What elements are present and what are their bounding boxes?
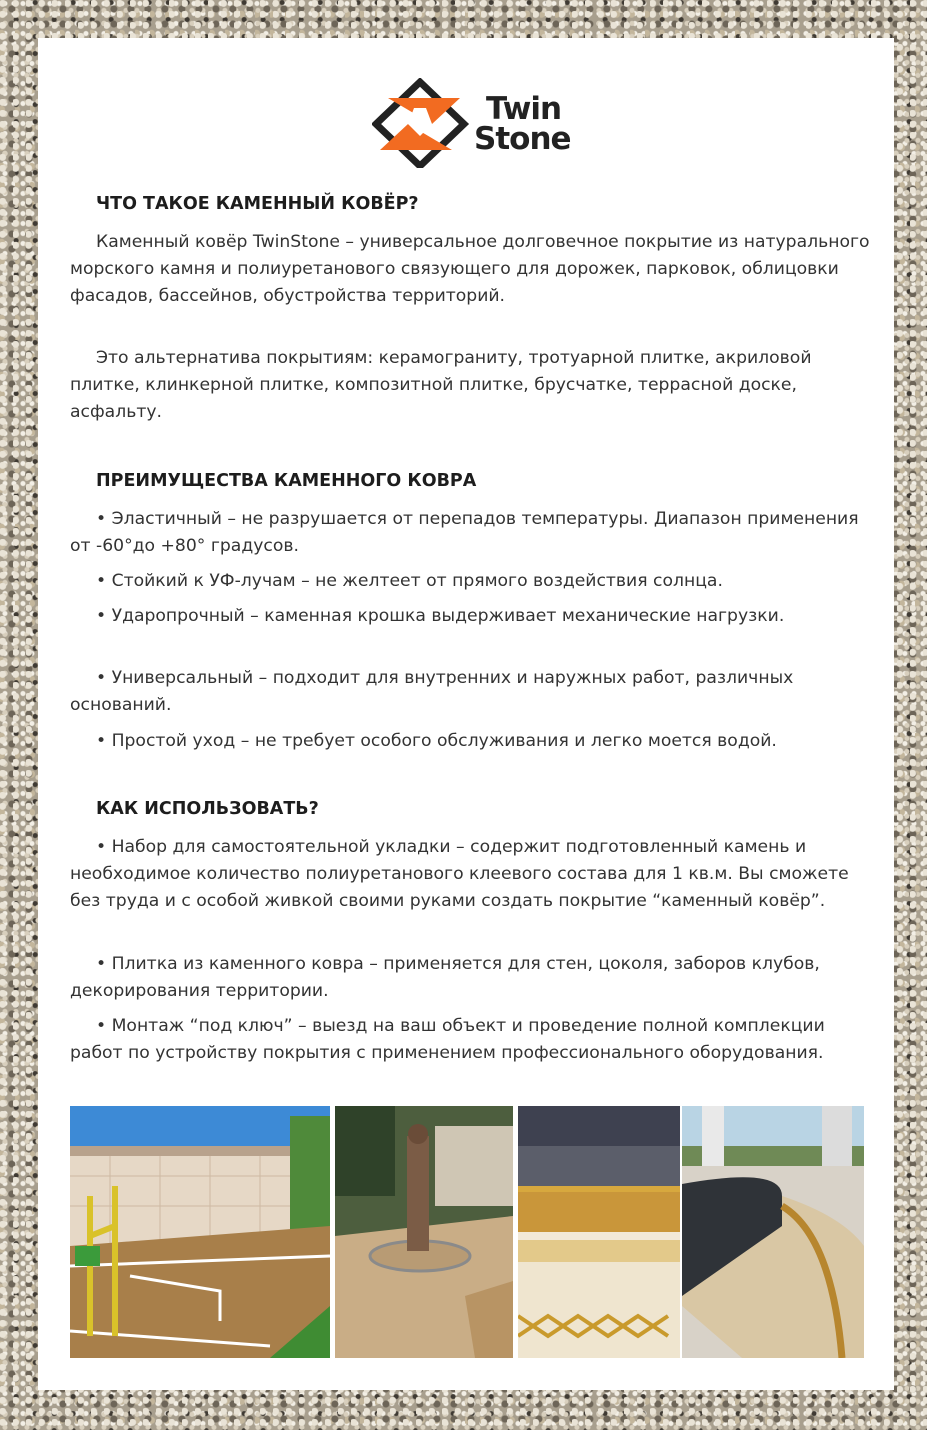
photo-pool-border bbox=[682, 1106, 864, 1358]
twinstone-logo bbox=[372, 78, 572, 168]
logo-word-stone: Stone bbox=[474, 121, 571, 157]
photo-statue-plaza bbox=[335, 1106, 513, 1358]
advantage-item: • Простой уход – не требует особого обслуживания и легко моется водой. bbox=[96, 731, 777, 751]
photo-sports-court bbox=[70, 1106, 330, 1358]
logo-wordmark bbox=[474, 91, 571, 157]
advantage-item: • Универсальный – подходит для внутренних и наружных работ, различных оснований. bbox=[70, 668, 794, 715]
logo-mark-icon bbox=[372, 78, 472, 168]
section-heading-advantages: ПРЕИМУЩЕСТВА КАМЕННОГО КОВРА bbox=[96, 471, 477, 491]
advantage-item: • Ударопрочный – каменная крошка выдерживает механические нагрузки. bbox=[96, 606, 785, 626]
photo-stone-samples bbox=[518, 1106, 680, 1358]
section-heading-what-is: ЧТО ТАКОЕ КАМЕННЫЙ КОВЁР? bbox=[96, 194, 419, 214]
content-card bbox=[38, 38, 894, 1390]
logo-word-twin: Twin bbox=[486, 91, 562, 127]
usage-item: • Набор для самостоятельной укладки – содержит подготовленный камень и необходимое количество полиуретанового клеевого состава для 1 кв.м. Вы сможете без труда и с особой живкой своими руками создать покрытие “каменный ковёр”. bbox=[70, 837, 849, 911]
paragraph-alternative: Это альтернатива покрытиям: керамограниту, тротуарной плитке, акриловой плитке, клинкерной плитке, композитной плитке, брусчатке, террасной доске, асфальту. bbox=[70, 348, 812, 422]
paragraph-description: Каменный ковёр TwinStone – универсальное долговечное покрытие из натурального морского камня и полиуретанового связующего для дорожек, парковок, облицовки фасадов, бассейнов, обустройства территорий. bbox=[70, 232, 870, 306]
usage-item: • Монтаж “под ключ” – выезд на ваш объект и проведение полной комплекции работ по устройству покрытия с применением профессионального оборудования. bbox=[70, 1016, 825, 1063]
section-heading-how-to-use: КАК ИСПОЛЬЗОВАТЬ? bbox=[96, 799, 319, 819]
advantage-item: • Стойкий к УФ-лучам – не желтеет от прямого воздействия солнца. bbox=[96, 571, 723, 591]
advantage-item: • Эластичный – не разрушается от перепадов температуры. Диапазон применения от -60°до +80° градусов. bbox=[70, 509, 859, 556]
photo-gallery bbox=[70, 1106, 864, 1358]
usage-item: • Плитка из каменного ковра – применяется для стен, цоколя, заборов клубов, декорирования территории. bbox=[70, 954, 820, 1001]
